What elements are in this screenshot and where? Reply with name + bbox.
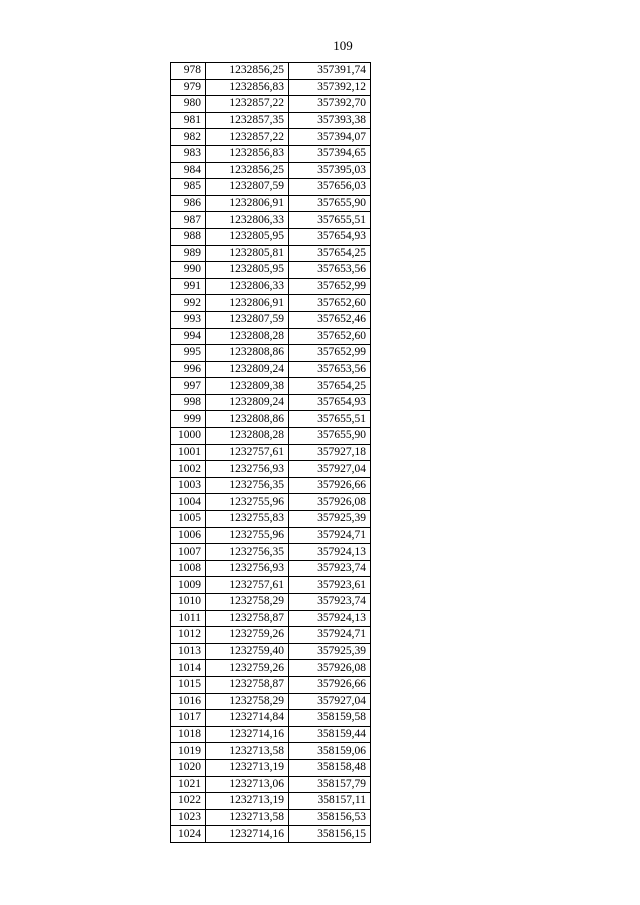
- table-row: [171, 477, 371, 494]
- y-coordinate-cell: 357927,04: [289, 461, 371, 478]
- point-number-cell: 985: [171, 179, 206, 196]
- y-coordinate-cell: 358156,15: [289, 826, 371, 843]
- point-number-cell: 991: [171, 278, 206, 295]
- y-coordinate-cell: 357654,93: [289, 228, 371, 245]
- point-number-cell: 1016: [171, 693, 206, 710]
- point-number-cell: 1020: [171, 759, 206, 776]
- table-row: [171, 527, 371, 544]
- y-coordinate-cell: 357924,13: [289, 544, 371, 561]
- y-coordinate-cell: 357654,93: [289, 394, 371, 411]
- point-number-cell: 996: [171, 361, 206, 378]
- table-row: [171, 411, 371, 428]
- x-coordinate-cell: 1232806,33: [206, 212, 289, 229]
- y-coordinate-cell: 357394,07: [289, 129, 371, 146]
- point-number-cell: 982: [171, 129, 206, 146]
- table-row: [171, 461, 371, 478]
- table-row: [171, 693, 371, 710]
- y-coordinate-cell: 357395,03: [289, 162, 371, 179]
- x-coordinate-cell: 1232714,16: [206, 726, 289, 743]
- table-row: [171, 494, 371, 511]
- point-number-cell: 990: [171, 262, 206, 279]
- point-number-cell: 1019: [171, 743, 206, 760]
- y-coordinate-cell: 357925,39: [289, 511, 371, 528]
- table-row: [171, 676, 371, 693]
- x-coordinate-cell: 1232756,93: [206, 560, 289, 577]
- point-number-cell: 1009: [171, 577, 206, 594]
- y-coordinate-cell: 357927,18: [289, 444, 371, 461]
- table-row: [171, 79, 371, 96]
- point-number-cell: 1021: [171, 776, 206, 793]
- coordinates-table-body: [171, 63, 371, 843]
- table-row: [171, 743, 371, 760]
- table-row: [171, 544, 371, 561]
- x-coordinate-cell: 1232809,24: [206, 394, 289, 411]
- y-coordinate-cell: 357655,90: [289, 195, 371, 212]
- point-number-cell: 983: [171, 145, 206, 162]
- table-row: [171, 660, 371, 677]
- x-coordinate-cell: 1232857,35: [206, 112, 289, 129]
- table-row: [171, 378, 371, 395]
- point-number-cell: 993: [171, 311, 206, 328]
- table-row: [171, 710, 371, 727]
- table-row: [171, 262, 371, 279]
- y-coordinate-cell: 357652,46: [289, 311, 371, 328]
- point-number-cell: 1013: [171, 643, 206, 660]
- y-coordinate-cell: 357654,25: [289, 245, 371, 262]
- x-coordinate-cell: 1232713,06: [206, 776, 289, 793]
- table-row: [171, 428, 371, 445]
- x-coordinate-cell: 1232857,22: [206, 96, 289, 113]
- table-row: [171, 328, 371, 345]
- table-row: [171, 577, 371, 594]
- table-row: [171, 594, 371, 611]
- table-row: [171, 610, 371, 627]
- point-number-cell: 1022: [171, 793, 206, 810]
- x-coordinate-cell: 1232755,83: [206, 511, 289, 528]
- point-number-cell: 998: [171, 394, 206, 411]
- y-coordinate-cell: 357393,38: [289, 112, 371, 129]
- point-number-cell: 1000: [171, 428, 206, 445]
- y-coordinate-cell: 357924,71: [289, 527, 371, 544]
- point-number-cell: 1006: [171, 527, 206, 544]
- point-number-cell: 1011: [171, 610, 206, 627]
- table-row: [171, 726, 371, 743]
- x-coordinate-cell: 1232805,95: [206, 262, 289, 279]
- x-coordinate-cell: 1232809,24: [206, 361, 289, 378]
- table-row: [171, 560, 371, 577]
- point-number-cell: 1015: [171, 676, 206, 693]
- y-coordinate-cell: 357924,71: [289, 627, 371, 644]
- point-number-cell: 1001: [171, 444, 206, 461]
- coordinates-table: [170, 62, 371, 843]
- table-row: [171, 145, 371, 162]
- table-row: [171, 826, 371, 843]
- point-number-cell: 1024: [171, 826, 206, 843]
- table-row: [171, 295, 371, 312]
- x-coordinate-cell: 1232807,59: [206, 311, 289, 328]
- x-coordinate-cell: 1232805,81: [206, 245, 289, 262]
- y-coordinate-cell: 358159,44: [289, 726, 371, 743]
- x-coordinate-cell: 1232756,35: [206, 544, 289, 561]
- table-row: [171, 228, 371, 245]
- x-coordinate-cell: 1232758,29: [206, 693, 289, 710]
- y-coordinate-cell: 358159,58: [289, 710, 371, 727]
- y-coordinate-cell: 357926,08: [289, 494, 371, 511]
- x-coordinate-cell: 1232856,25: [206, 63, 289, 80]
- table-row: [171, 345, 371, 362]
- y-coordinate-cell: 357394,65: [289, 145, 371, 162]
- x-coordinate-cell: 1232807,59: [206, 179, 289, 196]
- table-row: [171, 776, 371, 793]
- table-row: [171, 759, 371, 776]
- point-number-cell: 1005: [171, 511, 206, 528]
- table-row: [171, 245, 371, 262]
- x-coordinate-cell: 1232856,25: [206, 162, 289, 179]
- x-coordinate-cell: 1232758,29: [206, 594, 289, 611]
- point-number-cell: 1004: [171, 494, 206, 511]
- table-row: [171, 793, 371, 810]
- point-number-cell: 980: [171, 96, 206, 113]
- y-coordinate-cell: 358157,79: [289, 776, 371, 793]
- x-coordinate-cell: 1232805,95: [206, 228, 289, 245]
- y-coordinate-cell: 357923,61: [289, 577, 371, 594]
- point-number-cell: 999: [171, 411, 206, 428]
- x-coordinate-cell: 1232759,26: [206, 660, 289, 677]
- point-number-cell: 986: [171, 195, 206, 212]
- table-row: [171, 511, 371, 528]
- y-coordinate-cell: 357923,74: [289, 594, 371, 611]
- y-coordinate-cell: 357925,39: [289, 643, 371, 660]
- y-coordinate-cell: 357652,99: [289, 278, 371, 295]
- point-number-cell: 1002: [171, 461, 206, 478]
- table-row: [171, 129, 371, 146]
- y-coordinate-cell: 357655,90: [289, 428, 371, 445]
- x-coordinate-cell: 1232759,26: [206, 627, 289, 644]
- table-row: [171, 444, 371, 461]
- x-coordinate-cell: 1232808,28: [206, 428, 289, 445]
- x-coordinate-cell: 1232758,87: [206, 676, 289, 693]
- y-coordinate-cell: 358156,53: [289, 809, 371, 826]
- table-row: [171, 179, 371, 196]
- y-coordinate-cell: 357652,60: [289, 295, 371, 312]
- point-number-cell: 995: [171, 345, 206, 362]
- y-coordinate-cell: 358157,11: [289, 793, 371, 810]
- x-coordinate-cell: 1232756,35: [206, 477, 289, 494]
- y-coordinate-cell: 358158,48: [289, 759, 371, 776]
- x-coordinate-cell: 1232759,40: [206, 643, 289, 660]
- y-coordinate-cell: 358159,06: [289, 743, 371, 760]
- point-number-cell: 1007: [171, 544, 206, 561]
- point-number-cell: 1012: [171, 627, 206, 644]
- x-coordinate-cell: 1232808,28: [206, 328, 289, 345]
- x-coordinate-cell: 1232755,96: [206, 494, 289, 511]
- x-coordinate-cell: 1232808,86: [206, 411, 289, 428]
- x-coordinate-cell: 1232713,58: [206, 809, 289, 826]
- x-coordinate-cell: 1232713,19: [206, 759, 289, 776]
- point-number-cell: 988: [171, 228, 206, 245]
- table-row: [171, 643, 371, 660]
- x-coordinate-cell: 1232856,83: [206, 145, 289, 162]
- table-row: [171, 212, 371, 229]
- x-coordinate-cell: 1232809,38: [206, 378, 289, 395]
- x-coordinate-cell: 1232713,19: [206, 793, 289, 810]
- point-number-cell: 1008: [171, 560, 206, 577]
- y-coordinate-cell: 357656,03: [289, 179, 371, 196]
- y-coordinate-cell: 357654,25: [289, 378, 371, 395]
- point-number-cell: 992: [171, 295, 206, 312]
- point-number-cell: 984: [171, 162, 206, 179]
- point-number-cell: 978: [171, 63, 206, 80]
- x-coordinate-cell: 1232756,93: [206, 461, 289, 478]
- point-number-cell: 1018: [171, 726, 206, 743]
- page-number: 109: [333, 38, 353, 53]
- y-coordinate-cell: 357923,74: [289, 560, 371, 577]
- table-row: [171, 112, 371, 129]
- x-coordinate-cell: 1232713,58: [206, 743, 289, 760]
- x-coordinate-cell: 1232857,22: [206, 129, 289, 146]
- point-number-cell: 981: [171, 112, 206, 129]
- y-coordinate-cell: 357652,60: [289, 328, 371, 345]
- point-number-cell: 1023: [171, 809, 206, 826]
- point-number-cell: 1010: [171, 594, 206, 611]
- x-coordinate-cell: 1232755,96: [206, 527, 289, 544]
- x-coordinate-cell: 1232714,84: [206, 710, 289, 727]
- x-coordinate-cell: 1232758,87: [206, 610, 289, 627]
- y-coordinate-cell: 357653,56: [289, 361, 371, 378]
- table-row: [171, 627, 371, 644]
- y-coordinate-cell: 357652,99: [289, 345, 371, 362]
- y-coordinate-cell: 357924,13: [289, 610, 371, 627]
- x-coordinate-cell: 1232808,86: [206, 345, 289, 362]
- table-row: [171, 195, 371, 212]
- y-coordinate-cell: 357655,51: [289, 212, 371, 229]
- point-number-cell: 1014: [171, 660, 206, 677]
- table-row: [171, 63, 371, 80]
- x-coordinate-cell: 1232806,91: [206, 195, 289, 212]
- x-coordinate-cell: 1232714,16: [206, 826, 289, 843]
- y-coordinate-cell: 357653,56: [289, 262, 371, 279]
- table-row: [171, 278, 371, 295]
- point-number-cell: 997: [171, 378, 206, 395]
- table-row: [171, 361, 371, 378]
- x-coordinate-cell: 1232757,61: [206, 444, 289, 461]
- point-number-cell: 987: [171, 212, 206, 229]
- y-coordinate-cell: 357926,66: [289, 676, 371, 693]
- x-coordinate-cell: 1232856,83: [206, 79, 289, 96]
- y-coordinate-cell: 357926,08: [289, 660, 371, 677]
- table-row: [171, 311, 371, 328]
- y-coordinate-cell: 357391,74: [289, 63, 371, 80]
- x-coordinate-cell: 1232757,61: [206, 577, 289, 594]
- table-row: [171, 809, 371, 826]
- y-coordinate-cell: 357926,66: [289, 477, 371, 494]
- y-coordinate-cell: 357392,12: [289, 79, 371, 96]
- point-number-cell: 994: [171, 328, 206, 345]
- table-row: [171, 162, 371, 179]
- x-coordinate-cell: 1232806,91: [206, 295, 289, 312]
- y-coordinate-cell: 357927,04: [289, 693, 371, 710]
- y-coordinate-cell: 357392,70: [289, 96, 371, 113]
- table-row: [171, 96, 371, 113]
- point-number-cell: 1017: [171, 710, 206, 727]
- table-row: [171, 394, 371, 411]
- y-coordinate-cell: 357655,51: [289, 411, 371, 428]
- x-coordinate-cell: 1232806,33: [206, 278, 289, 295]
- point-number-cell: 979: [171, 79, 206, 96]
- point-number-cell: 1003: [171, 477, 206, 494]
- point-number-cell: 989: [171, 245, 206, 262]
